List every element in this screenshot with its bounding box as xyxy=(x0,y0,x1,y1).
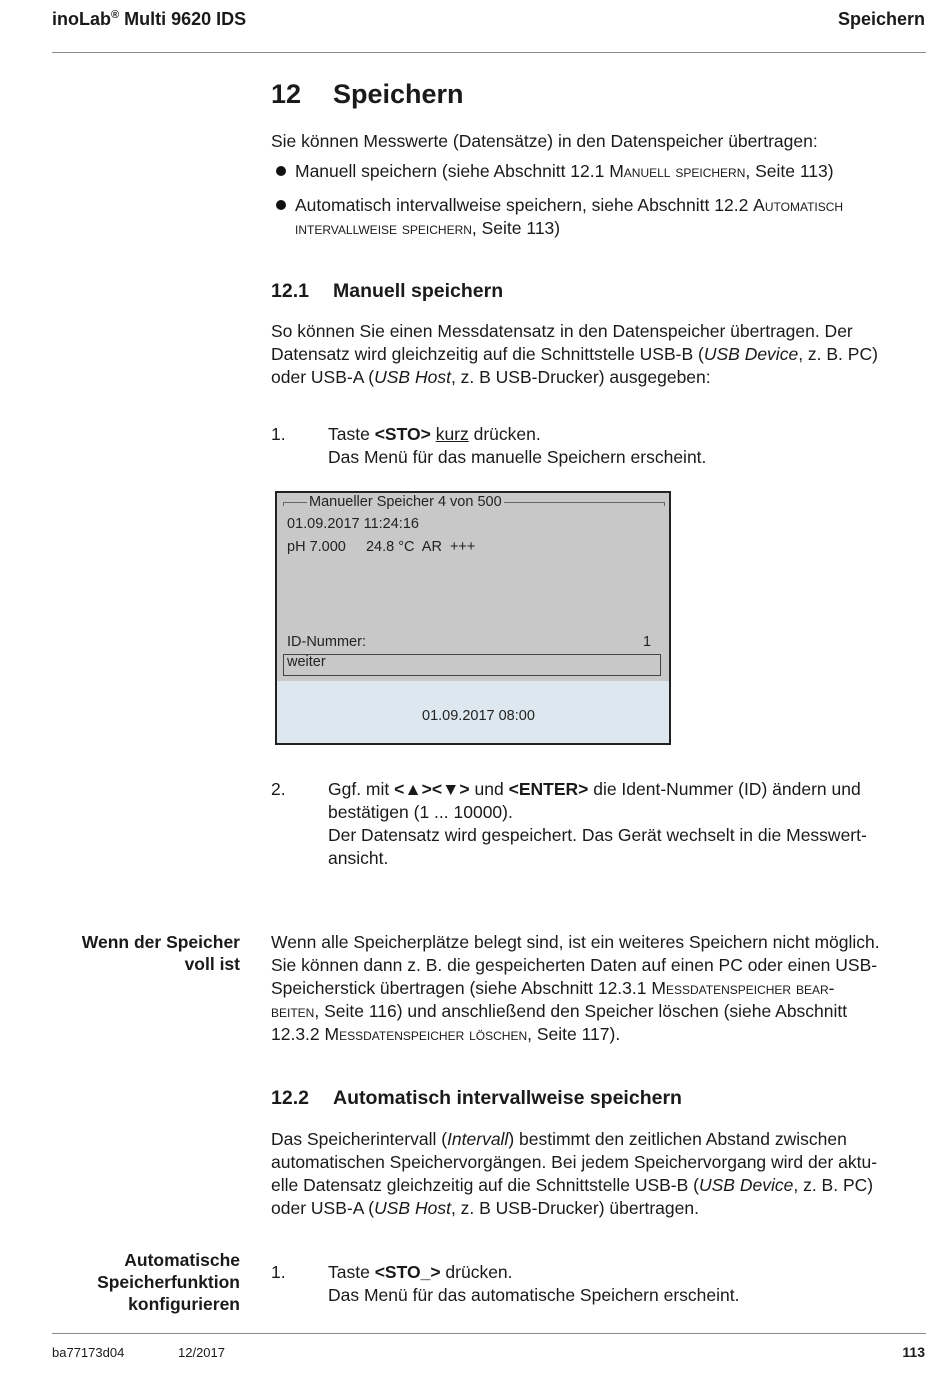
id-value[interactable]: 1 xyxy=(643,634,652,650)
note-line: Wenn alle Speicherplätze belegt sind, ist ein weiteres Speichern nicht möglich. xyxy=(271,932,880,952)
key-label: <STO_> xyxy=(374,1262,441,1282)
section2-paragraph-line xyxy=(271,1197,699,1220)
chapter-intro: Sie können Messwerte (Datensätze) in den Datenspeicher übertragen: xyxy=(271,131,818,151)
bullet-item-manual xyxy=(295,160,834,183)
section-title: Automatisch intervallweise speichern xyxy=(333,1087,682,1109)
footer-date: 12/2017 xyxy=(178,1345,225,1360)
note-line xyxy=(271,1023,620,1046)
text: und xyxy=(469,779,509,799)
display-status-bar xyxy=(277,681,669,743)
side-heading-full xyxy=(52,931,240,975)
frame-line xyxy=(283,502,284,506)
text: Speicherstick übertragen (siehe Abschnitt 12.3.1 xyxy=(271,978,652,998)
text: oder USB-A ( xyxy=(271,1198,375,1218)
emphasis: USB Host xyxy=(374,367,451,387)
section2-paragraph-line: automatischen Speichervorgängen. Bei jedem Speichervorgang wird der aktu- xyxy=(271,1152,878,1172)
note-line xyxy=(271,1000,847,1023)
model-name: Multi 9620 IDS xyxy=(124,9,247,29)
step-result: Der Datensatz wird gespeichert. Das Gerät wechselt in die Messwert- xyxy=(328,825,867,845)
step-instruction xyxy=(328,1261,513,1284)
side-heading-line: konfigurieren xyxy=(128,1294,240,1314)
section2-paragraph-line xyxy=(271,1174,873,1197)
text: ) bestimmt den zeitlichen Abstand zwischen xyxy=(508,1129,847,1149)
key-label: <STO> xyxy=(374,424,431,444)
bullet-item-auto xyxy=(295,194,843,217)
emphasis: USB Host xyxy=(374,1198,451,1218)
emphasis: Intervall xyxy=(447,1129,509,1149)
text: , Seite 116) und anschließend den Speicher löschen (siehe Abschnitt xyxy=(314,1001,848,1021)
continue-selection[interactable] xyxy=(283,654,661,676)
step-number: 1. xyxy=(271,424,286,444)
key-label: <ENTER> xyxy=(508,779,589,799)
cross-reference-link[interactable]: Manuell speichern xyxy=(609,161,746,181)
side-heading-auto xyxy=(52,1249,240,1315)
text: Taste xyxy=(328,1262,375,1282)
product-name: inoLab xyxy=(52,9,111,29)
text: , z. B USB-Drucker) übertragen. xyxy=(450,1198,699,1218)
step-result: Das Menü für das automatische Speichern erscheint. xyxy=(328,1285,740,1305)
page-number: 113 xyxy=(902,1344,925,1360)
step-instruction-cont: bestätigen (1 ... 10000). xyxy=(328,802,513,822)
frame-line xyxy=(664,502,665,506)
text: Datensatz wird gleichzeitig auf die Schnittstelle USB-B ( xyxy=(271,344,704,364)
text: , Seite 117). xyxy=(527,1024,621,1044)
text: , z. B. PC) xyxy=(793,1175,874,1195)
bullet-text: , Seite 113) xyxy=(745,161,834,181)
note-line: Sie können dann z. B. die gespeicherten Daten auf einen PC oder einen USB- xyxy=(271,955,878,975)
cross-reference-link[interactable]: Messdatenspeicher löschen xyxy=(324,1024,528,1044)
cross-reference-link[interactable]: Automatisch xyxy=(753,195,844,215)
key-label: <▲><▼> xyxy=(394,779,470,799)
section1-paragraph-line xyxy=(271,366,711,389)
text: oder USB-A ( xyxy=(271,367,375,387)
bullet-icon xyxy=(276,200,286,210)
text: , z. B. PC) xyxy=(798,344,878,364)
cross-reference-link[interactable]: Messdatenspeicher bear- xyxy=(651,978,835,998)
note-line xyxy=(271,977,834,1000)
text: drücken. xyxy=(468,424,541,444)
footer-doc-id: ba77173d04 xyxy=(52,1345,125,1360)
chapter-number: 12 xyxy=(271,79,302,109)
text: elle Datensatz gleichzeitig auf die Schnittstelle USB-B ( xyxy=(271,1175,699,1195)
running-header-section: Speichern xyxy=(837,9,925,29)
text: Ggf. mit xyxy=(328,779,395,799)
bullet-icon xyxy=(276,166,286,176)
side-heading-line: Automatische xyxy=(124,1250,240,1270)
bullet-text: Automatisch intervallweise speichern, siehe Abschnitt 12.2 xyxy=(295,195,754,215)
id-label: ID-Nummer: xyxy=(287,634,366,650)
chapter-title: Speichern xyxy=(333,79,464,109)
section2-paragraph-line xyxy=(271,1128,847,1151)
continue-option[interactable]: weiter xyxy=(287,654,326,670)
bullet-item-auto-cont xyxy=(295,217,560,240)
text: drücken. xyxy=(440,1262,513,1282)
step-instruction xyxy=(328,778,861,801)
bullet-text: Manuell speichern (siehe Abschnitt 12.1 xyxy=(295,161,610,181)
display-reading: pH 7.000 24.8 °C AR +++ xyxy=(287,539,476,555)
side-heading-line: Wenn der Speicher xyxy=(81,932,240,952)
footer-rule xyxy=(52,1333,926,1334)
section1-paragraph-line xyxy=(271,343,878,366)
step-number: 2. xyxy=(271,779,286,799)
step-result-cont: ansicht. xyxy=(328,848,389,868)
display-title: Manueller Speicher 4 von 500 xyxy=(309,494,502,510)
step-result: Das Menü für das manuelle Speichern erscheint. xyxy=(328,447,707,467)
emphasis: USB Device xyxy=(703,344,799,364)
side-heading-line: voll ist xyxy=(184,954,240,974)
cross-reference-link[interactable]: beiten xyxy=(271,1001,315,1021)
cross-reference-link[interactable]: intervallweise speichern xyxy=(295,218,472,238)
emphasis: kurz xyxy=(435,424,469,444)
section-number: 12.2 xyxy=(271,1087,309,1109)
registered-mark: ® xyxy=(111,9,120,21)
step-number: 1. xyxy=(271,1262,286,1282)
emphasis: USB Device xyxy=(699,1175,794,1195)
text: Taste xyxy=(328,424,375,444)
text: Das Speicherintervall ( xyxy=(271,1129,448,1149)
section-number: 12.1 xyxy=(271,280,309,302)
section1-paragraph-line: So können Sie einen Messdatensatz in den Datenspeicher übertragen. Der xyxy=(271,321,853,341)
step-instruction xyxy=(328,423,541,446)
text: , z. B USB-Drucker) ausgegeben: xyxy=(450,367,711,387)
section-title: Manuell speichern xyxy=(333,280,504,302)
device-display xyxy=(275,491,671,745)
bullet-text: , Seite 113) xyxy=(471,218,561,238)
text: 12.3.2 xyxy=(271,1024,325,1044)
status-time: 01.09.2017 08:00 xyxy=(422,708,535,724)
header-rule xyxy=(52,52,926,53)
text: die Ident-Nummer (ID) ändern und xyxy=(588,779,861,799)
display-datetime: 01.09.2017 11:24:16 xyxy=(287,516,419,532)
side-heading-line: Speicherfunktion xyxy=(97,1272,240,1292)
running-header-product xyxy=(52,9,246,30)
